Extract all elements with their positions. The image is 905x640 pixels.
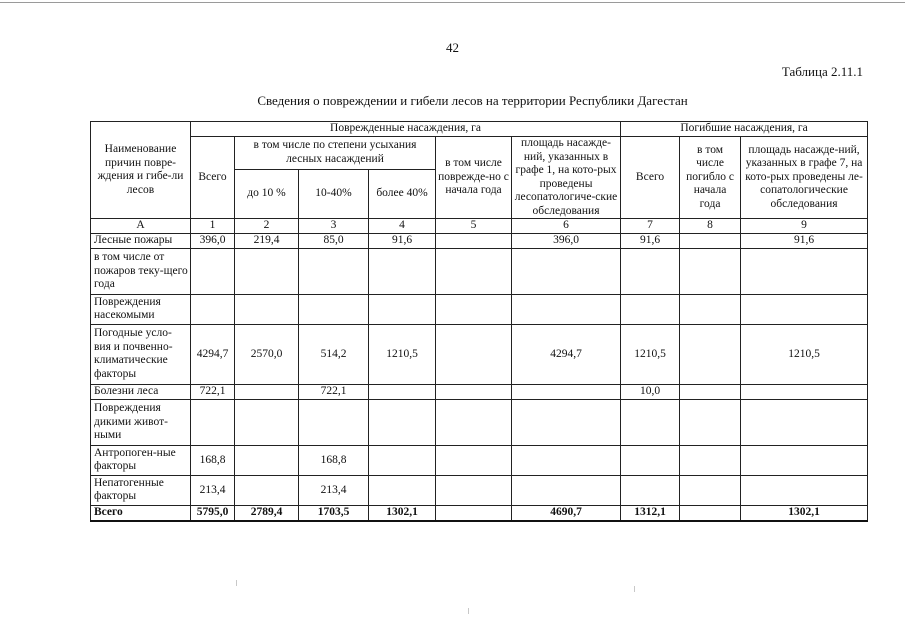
col-number: 3 bbox=[299, 219, 369, 234]
col-number: 9 bbox=[741, 219, 868, 234]
header-area-surveyed-damaged: площадь насажде-ний, указанных в графе 1, на кото-рых проведены лесопатологиче-ские обследования bbox=[512, 137, 621, 219]
cell-col-7 bbox=[621, 475, 680, 505]
cell-col-1 bbox=[191, 294, 235, 324]
cell-col-6: 396,0 bbox=[512, 233, 621, 248]
cell-col-9 bbox=[741, 475, 868, 505]
table-row bbox=[91, 399, 868, 445]
cell-col-1: 168,8 bbox=[191, 445, 235, 475]
table-row bbox=[91, 248, 868, 294]
cell-col-7 bbox=[621, 248, 680, 294]
cell-col-8 bbox=[680, 384, 741, 399]
header-total-damaged: Всего bbox=[191, 137, 235, 219]
cell-col-5 bbox=[436, 248, 512, 294]
col-number: 8 bbox=[680, 219, 741, 234]
cell-col-1: 213,4 bbox=[191, 475, 235, 505]
forest-damage-table bbox=[90, 121, 868, 522]
row-cause-name: Лесные пожары bbox=[91, 233, 191, 248]
cell-col-7: 10,0 bbox=[621, 384, 680, 399]
row-cause-name: Повреждения дикими живот-ными bbox=[91, 399, 191, 445]
row-cause-name: Антропоген-ные факторы bbox=[91, 445, 191, 475]
cell-col-2 bbox=[235, 294, 299, 324]
cell-col-8 bbox=[680, 294, 741, 324]
cell-col-1: 4294,7 bbox=[191, 324, 235, 384]
cell-col-9: 1210,5 bbox=[741, 324, 868, 384]
page-top-border bbox=[0, 2, 905, 3]
cell-col-2 bbox=[235, 445, 299, 475]
header-damaged-since-year: в том числе поврежде-но с начала года bbox=[436, 137, 512, 219]
cell-col-5 bbox=[436, 445, 512, 475]
table-row bbox=[91, 384, 868, 399]
col-number: 2 bbox=[235, 219, 299, 234]
cell-col-5 bbox=[436, 233, 512, 248]
cell-col-3: 168,8 bbox=[299, 445, 369, 475]
cell-col-1 bbox=[191, 399, 235, 445]
header-by-degree: в том числе по степени усыхания лесных насаждений bbox=[235, 137, 436, 170]
header-total-dead: Всего bbox=[621, 137, 680, 219]
table-row bbox=[91, 475, 868, 505]
cell-col-4 bbox=[369, 399, 436, 445]
table-body bbox=[91, 233, 868, 520]
cell-col-4 bbox=[369, 248, 436, 294]
cell-col-3: 514,2 bbox=[299, 324, 369, 384]
cell-col-8 bbox=[680, 324, 741, 384]
cell-col-7 bbox=[621, 445, 680, 475]
cell-col-2: 2570,0 bbox=[235, 324, 299, 384]
cell-col-5 bbox=[436, 505, 512, 520]
cell-col-4: 1302,1 bbox=[369, 505, 436, 520]
header-dead-since-year: в том числе погибло с начала года bbox=[680, 137, 741, 219]
cell-col-2: 2789,4 bbox=[235, 505, 299, 520]
table-row bbox=[91, 233, 868, 248]
col-number: 1 bbox=[191, 219, 235, 234]
row-cause-name: Всего bbox=[91, 505, 191, 520]
cell-col-7 bbox=[621, 294, 680, 324]
cell-col-8 bbox=[680, 248, 741, 294]
col-number: 7 bbox=[621, 219, 680, 234]
scan-mark bbox=[468, 608, 469, 614]
row-cause-name: в том числе от пожаров теку-щего года bbox=[91, 248, 191, 294]
cell-col-8 bbox=[680, 475, 741, 505]
cell-col-8 bbox=[680, 505, 741, 520]
cell-col-7 bbox=[621, 399, 680, 445]
cell-col-9 bbox=[741, 248, 868, 294]
cell-col-5 bbox=[436, 324, 512, 384]
cell-col-9 bbox=[741, 384, 868, 399]
cell-col-2 bbox=[235, 475, 299, 505]
cell-col-3 bbox=[299, 248, 369, 294]
cell-col-2: 219,4 bbox=[235, 233, 299, 248]
table-row bbox=[91, 445, 868, 475]
header-10-40: 10-40% bbox=[299, 169, 369, 219]
cell-col-6 bbox=[512, 445, 621, 475]
cell-col-9: 1302,1 bbox=[741, 505, 868, 520]
header-row-2 bbox=[91, 137, 868, 170]
cell-col-3 bbox=[299, 294, 369, 324]
row-cause-name: Непатогенные факторы bbox=[91, 475, 191, 505]
row-cause-name: Болезни леса bbox=[91, 384, 191, 399]
cell-col-8 bbox=[680, 399, 741, 445]
cell-col-6 bbox=[512, 248, 621, 294]
header-row-1 bbox=[91, 122, 868, 137]
cell-col-5 bbox=[436, 399, 512, 445]
cell-col-3: 1703,5 bbox=[299, 505, 369, 520]
cell-col-1 bbox=[191, 248, 235, 294]
scan-mark bbox=[236, 580, 237, 586]
cell-col-8 bbox=[680, 233, 741, 248]
cell-col-9 bbox=[741, 399, 868, 445]
cell-col-3: 85,0 bbox=[299, 233, 369, 248]
row-cause-name: Повреждения насекомыми bbox=[91, 294, 191, 324]
header-damaged-group: Поврежденные насаждения, га bbox=[191, 122, 621, 137]
col-number: 4 bbox=[369, 219, 436, 234]
cell-col-7: 1312,1 bbox=[621, 505, 680, 520]
cell-col-2 bbox=[235, 384, 299, 399]
cell-col-6 bbox=[512, 475, 621, 505]
col-number: 5 bbox=[436, 219, 512, 234]
header-area-surveyed-dead: площадь насажде-ний, указанных в графе 7, на кото-рых проведены ле-сопатологические обследования bbox=[741, 137, 868, 219]
cell-col-6 bbox=[512, 384, 621, 399]
cell-col-3: 213,4 bbox=[299, 475, 369, 505]
cell-col-1: 396,0 bbox=[191, 233, 235, 248]
table-row bbox=[91, 505, 868, 520]
header-dead-group: Погибшие насаждения, га bbox=[621, 122, 868, 137]
table-row bbox=[91, 294, 868, 324]
table-row bbox=[91, 324, 868, 384]
cell-col-1: 722,1 bbox=[191, 384, 235, 399]
cell-col-4 bbox=[369, 445, 436, 475]
table-label: Таблица 2.11.1 bbox=[781, 64, 863, 79]
cell-col-9 bbox=[741, 294, 868, 324]
cell-col-6: 4294,7 bbox=[512, 324, 621, 384]
cell-col-7: 1210,5 bbox=[621, 324, 680, 384]
cell-col-3 bbox=[299, 399, 369, 445]
cell-col-4: 1210,5 bbox=[369, 324, 436, 384]
cell-col-4 bbox=[369, 384, 436, 399]
cell-col-6: 4690,7 bbox=[512, 505, 621, 520]
col-number: А bbox=[91, 219, 191, 234]
cell-col-1: 5795,0 bbox=[191, 505, 235, 520]
cell-col-9: 91,6 bbox=[741, 233, 868, 248]
cell-col-5 bbox=[436, 384, 512, 399]
document-title: Сведения о повреждении и гибели лесов на территории Республики Дагестан bbox=[257, 93, 688, 108]
cell-col-2 bbox=[235, 248, 299, 294]
scan-mark bbox=[634, 586, 635, 592]
col-number: 6 bbox=[512, 219, 621, 234]
cell-col-4 bbox=[369, 475, 436, 505]
cell-col-6 bbox=[512, 294, 621, 324]
cell-col-9 bbox=[741, 445, 868, 475]
cell-col-4: 91,6 bbox=[369, 233, 436, 248]
cell-col-2 bbox=[235, 399, 299, 445]
cell-col-7: 91,6 bbox=[621, 233, 680, 248]
header-over-40: более 40% bbox=[369, 169, 436, 219]
page-number: 42 bbox=[446, 40, 459, 55]
header-cause-name: Наименование причин повре-ждения и гибе-ли лесов bbox=[91, 122, 191, 219]
header-upto-10: до 10 % bbox=[235, 169, 299, 219]
cell-col-5 bbox=[436, 475, 512, 505]
cell-col-4 bbox=[369, 294, 436, 324]
cell-col-6 bbox=[512, 399, 621, 445]
column-number-row bbox=[91, 219, 868, 234]
cell-col-8 bbox=[680, 445, 741, 475]
cell-col-3: 722,1 bbox=[299, 384, 369, 399]
cell-col-5 bbox=[436, 294, 512, 324]
row-cause-name: Погодные усло-вия и почвенно-климатические факторы bbox=[91, 324, 191, 384]
